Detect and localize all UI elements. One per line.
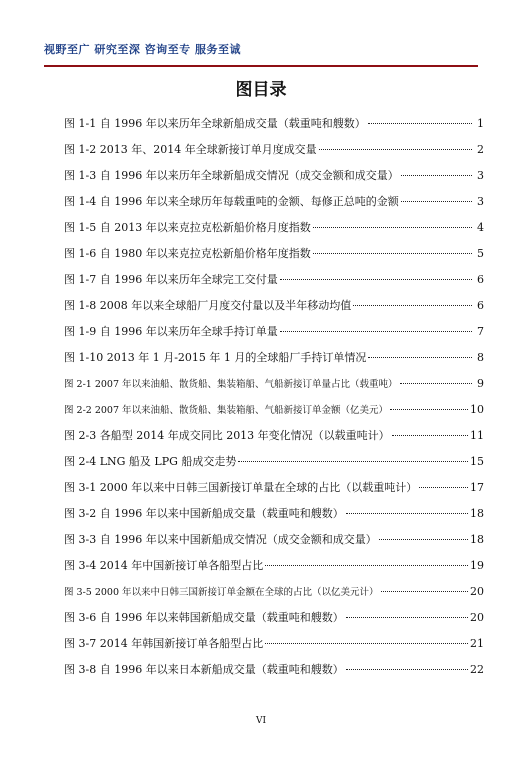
toc-entry-title: 图 3-5 2000 年以来中日韩三国新接订单金额在全球的占比（以亿美元计） xyxy=(64,587,379,598)
toc-dot-leader xyxy=(265,642,468,644)
toc-entry-page-number: 9 xyxy=(477,377,484,390)
page-number: VI xyxy=(255,716,267,726)
toc-dot-leader xyxy=(381,590,468,592)
toc-dot-leader xyxy=(419,486,468,488)
toc-entry-title: 图 1-9 自 1996 年以来历年全球手持订单量 xyxy=(64,325,278,338)
toc-dot-leader xyxy=(353,304,472,306)
toc-entry-page-number: 6 xyxy=(477,273,484,286)
toc-entry-page-number: 2 xyxy=(477,143,484,156)
toc-entry-title: 图 3-6 自 1996 年以来韩国新船成交量（载重吨和艘数） xyxy=(64,611,344,624)
toc-entry[interactable] xyxy=(64,296,484,322)
toc-entry-page-number: 6 xyxy=(477,299,484,312)
toc-dot-leader xyxy=(238,460,468,462)
toc-dot-leader xyxy=(319,148,472,150)
toc-entry-title: 图 2-4 LNG 船及 LPG 船成交走势 xyxy=(64,455,237,468)
toc-entry[interactable] xyxy=(64,452,484,478)
toc-entry-page-number: 10 xyxy=(470,403,484,416)
toc-dot-leader xyxy=(280,330,472,332)
toc-entry-title: 图 1-1 自 1996 年以来历年全球新船成交量（载重吨和艘数） xyxy=(64,117,366,130)
toc-entry[interactable] xyxy=(64,478,484,504)
toc-entry-title: 图 1-4 自 1996 年以来全球历年每载重吨的金额、每修正总吨的金额 xyxy=(64,195,399,208)
toc-entry[interactable] xyxy=(64,166,484,192)
toc-entry[interactable] xyxy=(64,244,484,270)
toc-entry-page-number: 3 xyxy=(477,169,484,182)
toc-entry-page-number: 7 xyxy=(477,325,484,338)
toc-entry-title: 图 2-1 2007 年以来油船、散货船、集装箱船、气船新接订单量占比（载重吨） xyxy=(64,379,398,390)
toc-entry-title: 图 1-6 自 1980 年以来克拉克松新船价格年度指数 xyxy=(64,247,311,260)
toc-entry[interactable] xyxy=(64,270,484,296)
toc-entry-title: 图 1-3 自 1996 年以来历年全球新船成交情况（成交金额和成交量） xyxy=(64,169,399,182)
toc-entry-title: 图 3-1 2000 年以来中日韩三国新接订单量在全球的占比（以载重吨计） xyxy=(64,481,418,494)
toc-entry[interactable] xyxy=(64,218,484,244)
toc-entry-title: 图 3-4 2014 年中国新接订单各船型占比 xyxy=(64,559,264,572)
toc-entry[interactable] xyxy=(64,556,484,582)
toc-entry[interactable] xyxy=(64,426,484,452)
toc-entry-page-number: 22 xyxy=(470,663,484,676)
toc-dot-leader xyxy=(392,434,468,436)
toc-entry-page-number: 20 xyxy=(470,585,484,598)
toc-entry[interactable] xyxy=(64,192,484,218)
toc-entry-title: 图 3-2 自 1996 年以来中国新船成交量（载重吨和艘数） xyxy=(64,507,344,520)
toc-entry-page-number: 3 xyxy=(477,195,484,208)
toc-entry[interactable] xyxy=(64,634,484,660)
toc-entry[interactable] xyxy=(64,374,484,400)
toc-dot-leader xyxy=(368,356,472,358)
toc-entry-page-number: 1 xyxy=(477,117,484,130)
toc-dot-leader xyxy=(313,252,472,254)
page-header xyxy=(44,41,478,67)
toc-dot-leader xyxy=(313,226,472,228)
toc-entry-page-number: 17 xyxy=(470,481,484,494)
toc-dot-leader xyxy=(280,278,472,280)
toc-entry-title: 图 1-5 自 2013 年以来克拉克松新船价格月度指数 xyxy=(64,221,311,234)
toc-entry-page-number: 8 xyxy=(477,351,484,364)
toc-entry[interactable] xyxy=(64,322,484,348)
toc-entry[interactable] xyxy=(64,504,484,530)
toc-dot-leader xyxy=(379,538,468,540)
toc-entry[interactable] xyxy=(64,608,484,634)
figure-list xyxy=(64,114,484,686)
toc-dot-leader xyxy=(400,382,472,384)
toc-entry[interactable] xyxy=(64,582,484,608)
toc-entry-page-number: 11 xyxy=(470,429,484,442)
toc-entry[interactable] xyxy=(64,530,484,556)
toc-entry-page-number: 20 xyxy=(470,611,484,624)
toc-entry-page-number: 18 xyxy=(470,533,484,546)
toc-entry[interactable] xyxy=(64,114,484,140)
toc-entry-title: 图 2-3 各船型 2014 年成交同比 2013 年变化情况（以载重吨计） xyxy=(64,429,390,442)
toc-entry-page-number: 15 xyxy=(470,455,484,468)
toc-entry-page-number: 21 xyxy=(470,637,484,650)
toc-dot-leader xyxy=(390,408,468,410)
toc-entry-title: 图 3-8 自 1996 年以来日本新船成交量（载重吨和艘数） xyxy=(64,663,344,676)
toc-entry-page-number: 4 xyxy=(477,221,484,234)
toc-dot-leader xyxy=(346,616,468,618)
header-tagline: 视野至广 研究至深 咨询至专 服务至诚 xyxy=(44,43,241,56)
toc-entry-page-number: 19 xyxy=(470,559,484,572)
toc-dot-leader xyxy=(401,200,472,202)
toc-entry-title: 图 1-2 2013 年、2014 年全球新接订单月度成交量 xyxy=(64,143,317,156)
toc-entry[interactable] xyxy=(64,140,484,166)
toc-entry-page-number: 5 xyxy=(477,247,484,260)
toc-entry[interactable] xyxy=(64,400,484,426)
toc-entry-title: 图 2-2 2007 年以来油船、散货船、集装箱船、气船新接订单金额（亿美元） xyxy=(64,405,389,416)
toc-entry[interactable] xyxy=(64,348,484,374)
toc-entry-title: 图 1-8 2008 年以来全球船厂月度交付量以及半年移动均值 xyxy=(64,299,352,312)
toc-entry[interactable] xyxy=(64,660,484,686)
toc-entry-title: 图 3-7 2014 年韩国新接订单各船型占比 xyxy=(64,637,264,650)
toc-entry-title: 图 1-10 2013 年 1 月-2015 年 1 月的全球船厂手持订单情况 xyxy=(64,351,367,364)
toc-entry-page-number: 18 xyxy=(470,507,484,520)
toc-entry-title: 图 3-3 自 1996 年以来中国新船成交情况（成交金额和成交量） xyxy=(64,533,377,546)
page-title: 图目录 xyxy=(235,80,287,100)
toc-dot-leader xyxy=(265,564,468,566)
toc-entry-title: 图 1-7 自 1996 年以来历年全球完工交付量 xyxy=(64,273,278,286)
toc-dot-leader xyxy=(346,668,468,670)
toc-dot-leader xyxy=(368,122,472,124)
toc-dot-leader xyxy=(346,512,468,514)
toc-dot-leader xyxy=(401,174,472,176)
